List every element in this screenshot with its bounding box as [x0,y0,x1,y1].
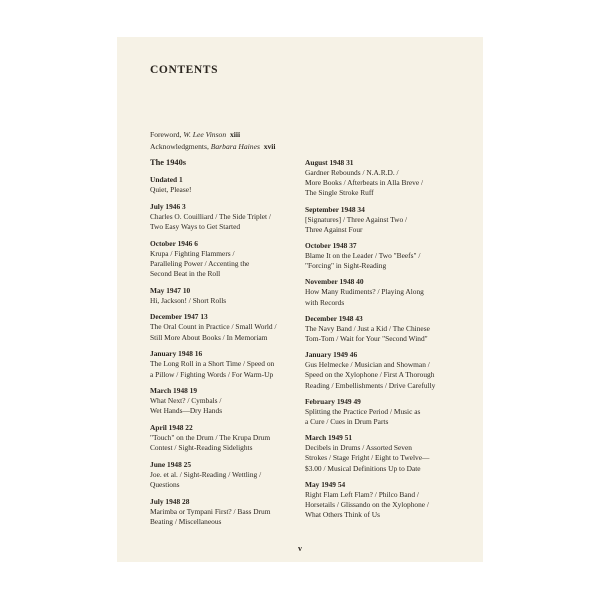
toc-entry-line: Two Easy Ways to Get Started [150,221,241,231]
toc-entry-line: What Next? / Cymbals / [150,396,222,406]
toc-entry-line: [Signatures] / Three Against Two / [305,214,408,224]
toc-entry-line: a Pillow / Fighting Words / For Warm-Up [150,369,274,379]
toc-entry-line: with Records [305,297,345,307]
toc-entry-line: What Others Think of Us [305,510,380,520]
contents-right-column [305,158,465,526]
toc-entry-date: Undated 1 [150,175,183,184]
left-entry-list [150,175,300,527]
toc-entry [150,286,300,306]
toc-entry-line: Splitting the Practice Period / Music as [305,406,421,416]
toc-entry-line: Beating / Miscellaneous [150,517,222,527]
toc-entry [150,497,300,527]
toc-entry-line: The Oral Count in Practice / Small World / [150,322,277,332]
toc-entry-line: $3.00 / Musical Definitions Up to Date [305,463,421,473]
toc-entry-line: The Long Roll in a Short Time / Speed on [150,359,275,369]
toc-entry-date: March 1948 19 [150,386,198,396]
contents-left-column [150,158,300,534]
toc-entry-line: Strokes / Stage Fright / Eight to Twelve— [305,453,430,463]
toc-entry [150,202,300,232]
toc-entry-date: July 1946 3 [150,201,186,211]
toc-entry [305,480,465,521]
toc-entry [305,350,465,391]
toc-entry-line: Right Flam Left Flam? / Philco Band / [305,489,419,499]
front-matter [150,129,276,153]
toc-entry-date: April 1948 22 [150,423,193,433]
toc-entry-line: Still More About Books / In Memoriam [150,332,268,342]
toc-entry-date: May 1949 54 [305,479,346,489]
toc-entry-line: Horsetails / Glissando on the Xylophone / [305,500,429,510]
toc-entry [305,433,465,474]
toc-entry-date: January 1949 46 [305,350,358,360]
toc-entry [150,423,300,453]
toc-entry-line: Gus Helmecke / Musician and Showman / [305,360,430,370]
toc-entry-line: More Books / Afterbeats in Alla Breve / [305,178,424,188]
toc-entry-line: Hi, Jackson! / Short Rolls [150,295,227,305]
toc-entry-line: Contest / Sight-Reading Sidelights [150,443,253,453]
book-page [117,37,483,562]
toc-entry [150,175,300,195]
toc-entry [150,386,300,416]
toc-entry [305,241,465,271]
page-number: v [298,544,302,553]
front-matter-acknowledgments: Acknowledgments, Barbara Haines xvii [150,142,276,151]
toc-entry-line: Quiet, Please! [150,185,192,194]
toc-entry-line: Tom-Tom / Wait for Your "Second Wind" [305,334,428,344]
toc-entry [305,205,465,235]
toc-entry-date: November 1948 40 [305,277,364,287]
toc-entry [150,239,300,280]
toc-entry-line: Gardner Rebounds / N.A.R.D. / [305,168,399,177]
toc-entry-line: Questions [150,480,180,490]
toc-entry-line: Speed on the Xylophone / First A Thorough [305,370,435,380]
toc-entry-date: August 1948 31 [305,158,354,167]
toc-entry-line: Marimba or Tympani First? / Bass Drum [150,506,271,516]
toc-entry-line: a Cure / Cues in Drum Parts [305,417,389,427]
toc-entry-date: December 1947 13 [150,312,208,322]
toc-entry-line: Charles O. Couilliard / The Side Triplet / [150,211,271,221]
toc-entry-line: Krupa / Fighting Flammers / [150,248,235,258]
toc-entry-date: May 1947 10 [150,285,191,295]
toc-entry-date: September 1948 34 [305,204,365,214]
front-matter-foreword: Foreword, W. Lee Vinson xiii [150,130,241,139]
toc-entry-date: March 1949 51 [305,433,353,443]
toc-entry-date: June 1948 25 [150,460,192,470]
toc-entry-line: Joe. et al. / Sight-Reading / Wettling / [150,470,262,480]
toc-entry-line: Paralleling Power / Accenting the [150,258,250,268]
toc-entry-line: Three Against Four [305,224,363,234]
toc-entry-date: February 1949 49 [305,396,361,406]
toc-entry [305,158,465,199]
toc-entry-line: Blame It on the Leader / Two "Beefs" / [305,251,421,261]
toc-entry-date: January 1948 16 [150,349,203,359]
toc-entry-line: How Many Rudiments? / Playing Along [305,287,424,297]
toc-entry [150,312,300,342]
toc-entry-line: Second Beat in the Roll [150,269,221,279]
section-title: The 1940s [150,158,187,167]
toc-entry-date: October 1948 37 [305,241,357,251]
toc-entry-date: July 1948 28 [150,496,190,506]
toc-entry [305,277,465,307]
toc-entry [150,460,300,490]
toc-entry [150,349,300,379]
toc-entry [305,314,465,344]
toc-entry-date: October 1946 6 [150,238,198,248]
toc-entry-line: The Single Stroke Ruff [305,188,374,198]
toc-entry-line: Reading / Embellishments / Drive Carefully [305,380,436,390]
toc-entry-line: "Forcing" in Sight-Reading [305,261,387,271]
toc-entry [305,397,465,427]
toc-entry-line: Wet Hands—Dry Hands [150,406,223,416]
toc-entry-line: The Navy Band / Just a Kid / The Chinese [305,323,430,333]
toc-entry-line: Decibels in Drums / Assorted Seven [305,443,412,453]
page-title: CONTENTS [150,64,219,76]
toc-entry-date: December 1948 43 [305,313,363,323]
toc-entry-line: "Touch" on the Drum / The Krupa Drum [150,433,271,443]
right-entry-list [305,158,465,520]
